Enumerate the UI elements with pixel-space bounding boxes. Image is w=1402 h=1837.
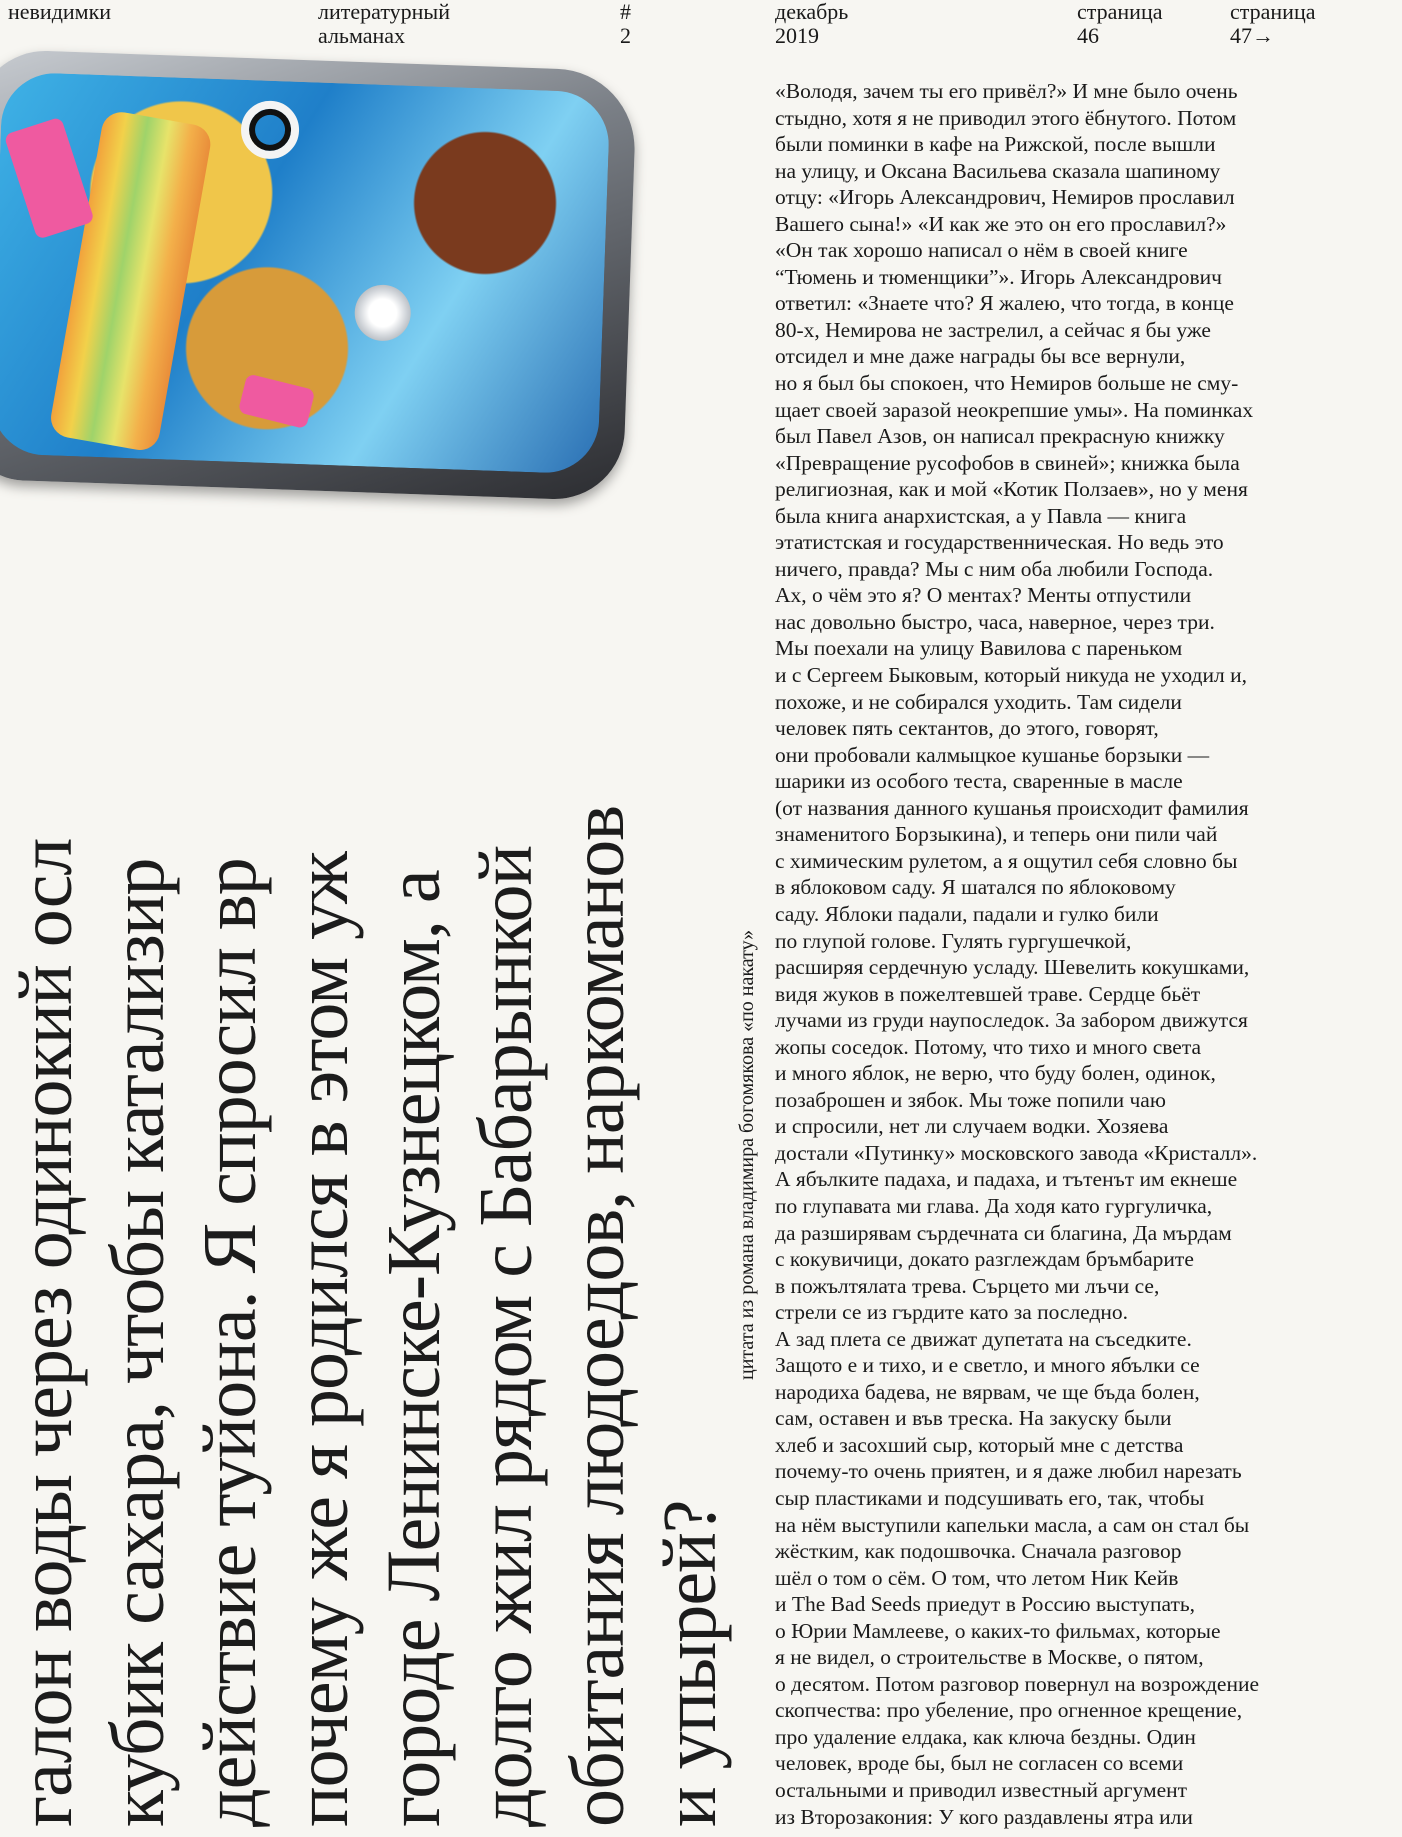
- body-line: человек пять сектантов, до этого, говорят,: [775, 716, 1159, 741]
- body-line: и спросили, нет ли случаем водки. Хозяева: [775, 1114, 1169, 1139]
- body-line: из Второзакония: У кого раздавлены ятра или: [775, 1804, 1193, 1829]
- body-line: «Володя, зачем ты его привёл?» И мне было очень: [775, 79, 1238, 103]
- quote-line: действие туйона. Я спросил вр: [188, 858, 272, 1827]
- body-line: жопы соседок. Потому, что тихо и много света: [775, 1034, 1202, 1059]
- body-line: с химическим рулетом, а я ощутил себя словно бы: [775, 848, 1238, 873]
- body-line: А зад плета се движат дупетата на съседките.: [775, 1326, 1192, 1351]
- body-line: по глупавата ми глава. Да ходя като гургуличка,: [775, 1193, 1213, 1218]
- body-line: видя жуков в пожелтевшей траве. Сердце бьёт: [775, 981, 1201, 1006]
- body-line: они пробовали калмыцкое кушанье борзыки —: [775, 742, 1210, 767]
- body-line: нас довольно быстро, часа, наверное, через три.: [775, 609, 1215, 634]
- body-line: Вашего сына!» «И как же это он его прославил?»: [775, 211, 1227, 236]
- body-line: и много яблок, не верю, что буду болен, одинок,: [775, 1061, 1216, 1086]
- body-line: хлеб и засохший сыр, который мне с детства: [775, 1432, 1184, 1457]
- header-publication-label: литературный альманах: [318, 0, 450, 48]
- body-line: о Юрии Мамлееве, о каких-то фильмах, которые: [775, 1618, 1221, 1643]
- body-line: (от названия данного кушанья происходит фамилия: [775, 795, 1249, 820]
- body-line: о десятом. Потом разговор повернул на возрождение: [775, 1671, 1260, 1696]
- body-line: похоже, и не собирался уходить. Там сидели: [775, 689, 1182, 714]
- body-line: и с Сергеем Быковым, который никуда не уходил и,: [775, 663, 1247, 688]
- body-line: щает своей заразой неокрепшие умы». На поминках: [775, 397, 1254, 422]
- body-line: с кокувичици, докато разглеждам бръмбарите: [775, 1247, 1194, 1272]
- body-line: Защото е и тихо, и е светло, и много ябълки се: [775, 1353, 1200, 1378]
- quote-caption: цитата из романа владимира богомякова «по накату»: [736, 929, 758, 1380]
- body-line: саду. Яблоки падали, падали и гулко били: [775, 901, 1159, 926]
- body-line: и The Bad Seeds приедут в Россию выступать,: [775, 1592, 1196, 1617]
- quote-line: галон воды через одинокий осл: [4, 838, 88, 1827]
- body-line: достали «Путинку» московского завода «Кристалл».: [775, 1140, 1258, 1165]
- body-line: скопчества: про убеление, про огненное крещение,: [775, 1698, 1243, 1723]
- sardine-can-collage-icon: [0, 49, 637, 502]
- header-date: декабрь 2019: [775, 0, 849, 48]
- body-line: отцу: «Игорь Александрович, Немиров прославил: [775, 185, 1235, 210]
- body-line: в пожълтялата трева. Сърцето ми лъчи се,: [775, 1273, 1160, 1298]
- body-line: знаменитого Борзыкина), и теперь они пили чай: [775, 822, 1218, 847]
- body-line: на улицу, и Оксана Васильева сказала шапиному: [775, 158, 1221, 183]
- body-line: жёстким, как подошвочка. Сначала разговор: [775, 1539, 1182, 1564]
- body-line: «Превращение русофобов в свиней»; книжка была: [775, 450, 1240, 475]
- body-line: по глупой голове. Гулять гургушечкой,: [775, 928, 1132, 953]
- body-line: ничего, правда? Мы с ним оба любили Господа.: [775, 556, 1214, 581]
- vertical-quote-block: [0, 437, 732, 1837]
- quote-line: и упырей?: [648, 1500, 732, 1827]
- body-line: в яблоковом саду. Я шатался по яблоковому: [775, 875, 1176, 900]
- header-page-right: страница 47→: [1230, 0, 1316, 48]
- body-line: отсидел и мне даже награды бы все вернули,: [775, 344, 1186, 369]
- body-line: почему-то очень приятен, и я даже любил нарезать: [775, 1459, 1242, 1484]
- body-line: «Он так хорошо написал о нём в своей книге: [775, 238, 1188, 263]
- body-line: была книга анархистская, а у Павла — книга: [775, 503, 1187, 528]
- quote-line: почему же я родился в этом уж: [280, 852, 364, 1827]
- body-line: А ябълките падаха, и падаха, и тътенът им екнеше: [775, 1167, 1238, 1192]
- body-line: Ах, о чём это я? О ментах? Менты отпустили: [775, 583, 1192, 608]
- body-text-column: [775, 78, 1400, 1830]
- body-line: были поминки в кафе на Рижской, после вышли: [775, 132, 1216, 157]
- header-page-left: страница 46: [1077, 0, 1163, 48]
- body-line: сыр пластиками и подсушивать его, так, чтобы: [775, 1485, 1205, 1510]
- body-line: сам, оставен и във треска. На закуску были: [775, 1406, 1172, 1431]
- body-line: религиозная, как и мой «Котик Ползаев», но у меня: [775, 477, 1248, 502]
- body-line: стрели се из гърдите като за последно.: [775, 1300, 1129, 1325]
- body-line: расширяя сердечную усладу. Шевелить кокушками,: [775, 955, 1250, 980]
- quote-line: городе Ленинске-Кузнецком, а: [372, 870, 456, 1827]
- body-line: стыдно, хотя я не приводил этого ёбнутого. Потом: [775, 105, 1237, 130]
- body-line: шарики из особого теста, сваренные в масле: [775, 769, 1183, 794]
- body-line: “Тюмень и тюменщики”». Игорь Александрович: [775, 264, 1222, 289]
- body-line: ответил: «Знаете что? Я жалею, что тогда, в конце: [775, 291, 1234, 316]
- body-line: позаброшен и зябок. Мы тоже попили чаю: [775, 1087, 1166, 1112]
- body-line: но я был бы спокоен, что Немиров больше не сму-: [775, 371, 1239, 396]
- body-line: народиха бадева, не вярвам, че ще бъда болен,: [775, 1379, 1200, 1404]
- body-line: человек, вроде бы, был не согласен со всеми: [775, 1751, 1184, 1776]
- body-line: да разширявам сърдечната си благина, Да мърдам: [775, 1220, 1232, 1245]
- body-line: про удаление елдака, как ключа бездны. Один: [775, 1724, 1196, 1749]
- quote-line: кубик сахара, чтобы катализир: [96, 858, 180, 1827]
- quote-line: долго жил рядом с Бабарынкой: [464, 845, 548, 1827]
- body-line: шёл о том о сём. О том, что летом Ник Кейв: [775, 1565, 1179, 1590]
- body-line: Мы поехали на улицу Вавилова с пареньком: [775, 636, 1183, 661]
- body-line: этатистская и государственническая. Но ведь это: [775, 530, 1224, 555]
- header-section-label: невидимки: [8, 0, 112, 24]
- body-line: остальными и приводил известный аргумент: [775, 1778, 1188, 1802]
- body-line: лучами из груди наупоследок. За забором движутся: [775, 1008, 1248, 1033]
- body-line: я не видел, о строительстве в Москве, о пятом,: [775, 1645, 1204, 1670]
- quote-line: обитания людоедов, наркоманов: [556, 805, 640, 1827]
- body-line: на нём выступили капельки масла, а сам он стал бы: [775, 1512, 1250, 1537]
- body-line: был Павел Азов, он написал прекрасную книжку: [775, 424, 1225, 449]
- header-issue-number: # 2: [620, 0, 631, 48]
- body-line: 80-х, Немирова не застрелил, а сейчас я бы уже: [775, 317, 1211, 342]
